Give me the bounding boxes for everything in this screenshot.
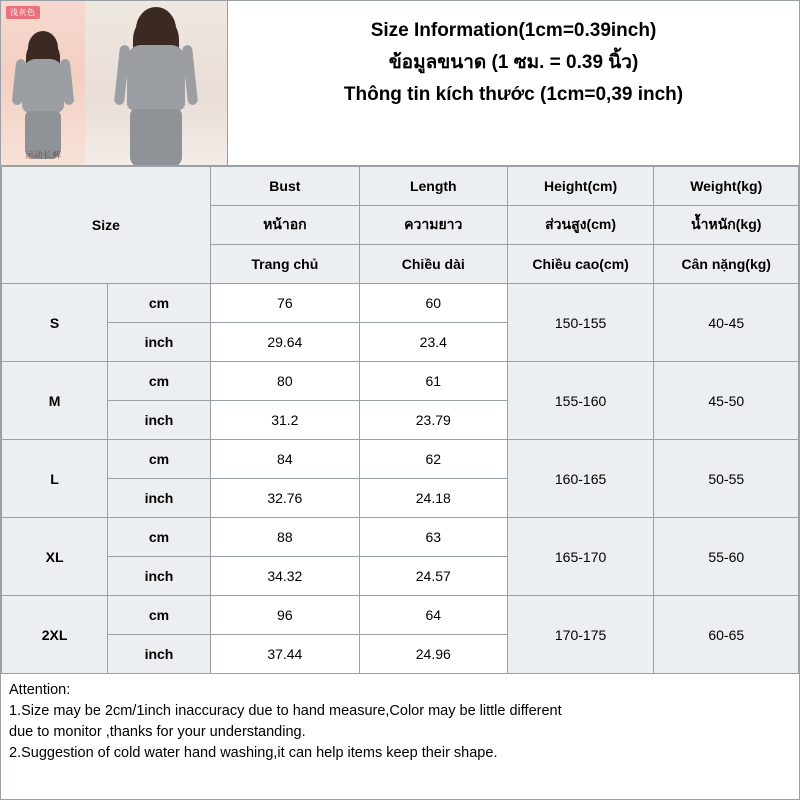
header-bust-vi: Trang chủ xyxy=(210,245,359,284)
length-cm-m: 61 xyxy=(359,362,507,401)
title-line-en: Size Information(1cm=0.39inch) xyxy=(370,20,657,41)
length-inch-xl: 24.57 xyxy=(359,557,507,596)
length-inch-l: 24.18 xyxy=(359,479,507,518)
model-figure-head-right xyxy=(142,11,170,45)
unit-inch-l: inch xyxy=(108,479,211,518)
product-photo-main xyxy=(85,1,227,165)
bust-cm-xl: 88 xyxy=(210,518,359,557)
length-inch-s: 23.4 xyxy=(359,323,507,362)
row-size-m: M xyxy=(2,362,108,440)
length-inch-2xl: 24.96 xyxy=(359,635,507,674)
bust-cm-l: 84 xyxy=(210,440,359,479)
title-block xyxy=(228,1,799,165)
length-cm-l: 62 xyxy=(359,440,507,479)
unit-cm-2xl: cm xyxy=(108,596,211,635)
model-figure-torso-left xyxy=(22,59,64,113)
weight-m: 45-50 xyxy=(654,362,799,440)
unit-cm-m: cm xyxy=(108,362,211,401)
weight-s: 40-45 xyxy=(654,284,799,362)
bust-cm-m: 80 xyxy=(210,362,359,401)
table-row xyxy=(2,440,799,479)
bust-inch-m: 31.2 xyxy=(210,401,359,440)
row-size-s: S xyxy=(2,284,108,362)
header-bust-en: Bust xyxy=(210,167,359,206)
length-cm-s: 60 xyxy=(359,284,507,323)
table-row xyxy=(2,362,799,401)
header-weight-th: น้ำหนัก(kg) xyxy=(654,206,799,245)
unit-cm-s: cm xyxy=(108,284,211,323)
height-s: 150-155 xyxy=(507,284,654,362)
table-row xyxy=(2,518,799,557)
header-length-th: ความยาว xyxy=(359,206,507,245)
length-cm-xl: 63 xyxy=(359,518,507,557)
unit-inch-s: inch xyxy=(108,323,211,362)
attention-line-2: due to monitor ,thanks for your understanding. xyxy=(9,724,306,740)
product-photo-block xyxy=(1,1,228,165)
title-line-vi: Thông tin kích thước (1cm=0,39 inch) xyxy=(343,84,684,105)
table-header-row-en xyxy=(2,167,799,206)
height-m: 155-160 xyxy=(507,362,654,440)
bust-inch-l: 32.76 xyxy=(210,479,359,518)
header-height-vi: Chiều cao(cm) xyxy=(507,245,654,284)
product-caption: 运动长裤 xyxy=(24,150,61,160)
bust-inch-s: 29.64 xyxy=(210,323,359,362)
bust-cm-s: 76 xyxy=(210,284,359,323)
bust-inch-xl: 34.32 xyxy=(210,557,359,596)
unit-inch-2xl: inch xyxy=(108,635,211,674)
height-xl: 165-170 xyxy=(507,518,654,596)
product-photo-swatch xyxy=(1,1,85,165)
weight-2xl: 60-65 xyxy=(654,596,799,674)
model-figure-legs-right xyxy=(130,109,182,165)
unit-cm-xl: cm xyxy=(108,518,211,557)
attention-line-3: 2.Suggestion of cold water hand washing,it can help items keep their shape. xyxy=(9,745,498,761)
header-bust-th: หน้าอก xyxy=(210,206,359,245)
size-table xyxy=(1,166,799,674)
table-row xyxy=(2,596,799,635)
header-weight-en: Weight(kg) xyxy=(654,167,799,206)
length-inch-m: 23.79 xyxy=(359,401,507,440)
row-size-xl: XL xyxy=(2,518,108,596)
header-weight-vi: Cân nặng(kg) xyxy=(654,245,799,284)
header-size-label: Size xyxy=(2,167,211,284)
length-cm-2xl: 64 xyxy=(359,596,507,635)
row-size-2xl: 2XL xyxy=(2,596,108,674)
bust-cm-2xl: 96 xyxy=(210,596,359,635)
height-2xl: 170-175 xyxy=(507,596,654,674)
weight-xl: 55-60 xyxy=(654,518,799,596)
table-row xyxy=(2,284,799,323)
header-length-en: Length xyxy=(359,167,507,206)
header-band xyxy=(1,1,799,166)
bust-inch-2xl: 37.44 xyxy=(210,635,359,674)
height-l: 160-165 xyxy=(507,440,654,518)
attention-block xyxy=(1,674,799,770)
header-length-vi: Chiều dài xyxy=(359,245,507,284)
header-height-th: ส่วนสูง(cm) xyxy=(507,206,654,245)
model-figure-torso-right xyxy=(127,45,185,111)
unit-inch-m: inch xyxy=(108,401,211,440)
weight-l: 50-55 xyxy=(654,440,799,518)
unit-cm-l: cm xyxy=(108,440,211,479)
title-line-th: ข้อมูลขนาด (1 ซม. = 0.39 นิ้ว) xyxy=(388,52,639,73)
attention-title: Attention: xyxy=(9,682,71,698)
color-swatch-label: 浅灰色 xyxy=(6,6,40,19)
row-size-l: L xyxy=(2,440,108,518)
unit-inch-xl: inch xyxy=(108,557,211,596)
model-figure-head-left xyxy=(33,35,53,61)
header-height-en: Height(cm) xyxy=(507,167,654,206)
attention-line-1: 1.Size may be 2cm/1inch inaccuracy due to hand measure,Color may be little different xyxy=(9,703,562,719)
